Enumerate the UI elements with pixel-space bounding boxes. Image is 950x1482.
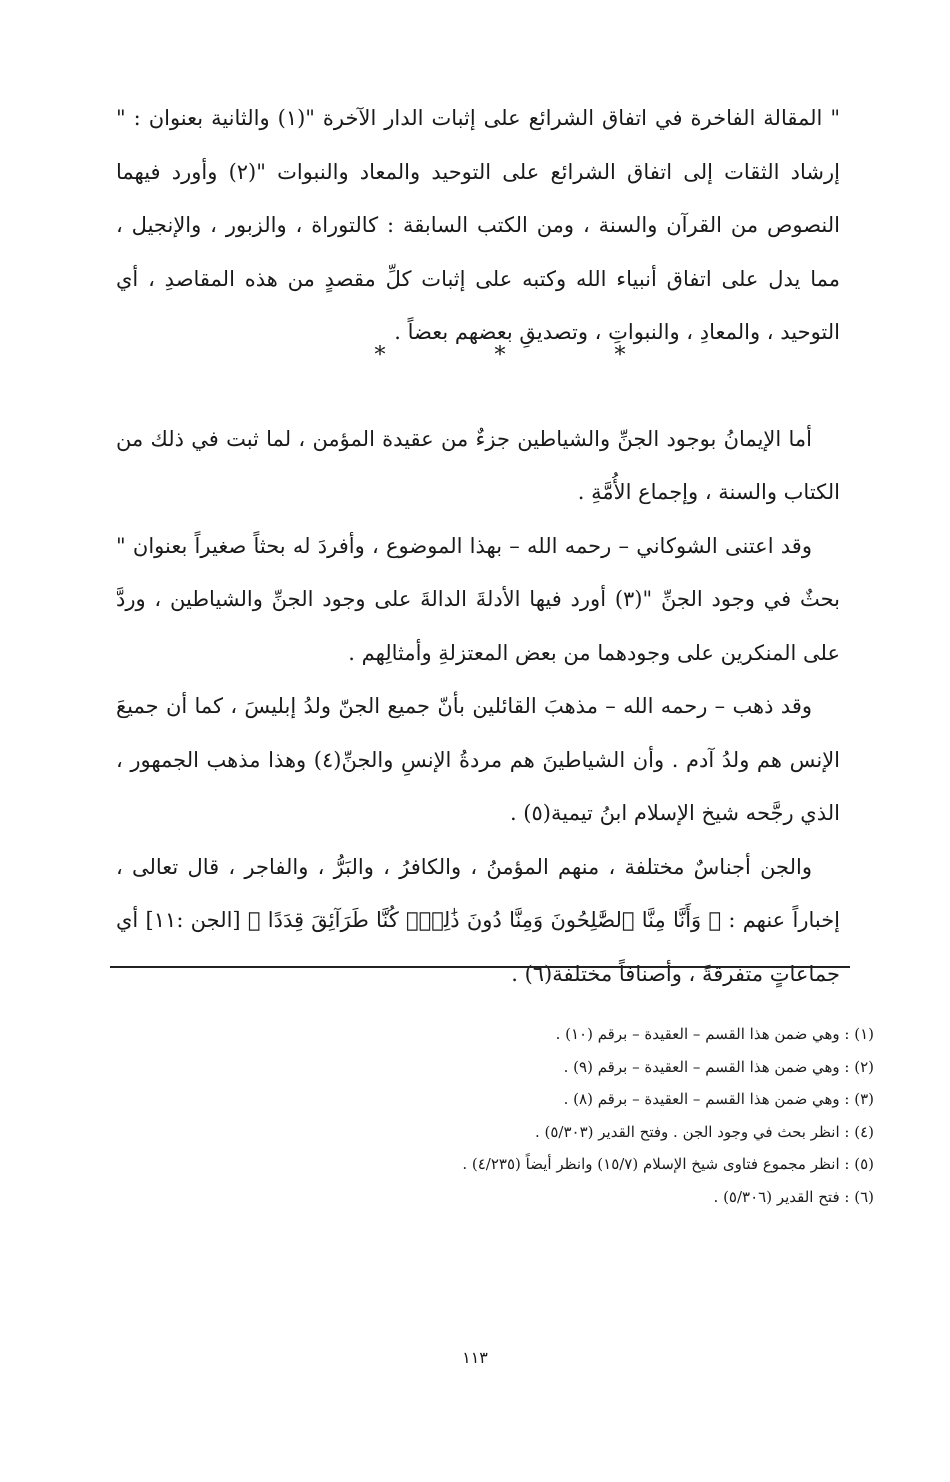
footnote: (٤) : انظر بحث في وجود الجن . وفتح القدير (٥/٣٠٣) . bbox=[534, 1122, 874, 1141]
paragraph: والجن أجناسٌ مختلفة ، منهم المؤمنُ ، والكافرُ ، والبَرُّ ، والفاجر ، قال تعالى ، إخباراً عنهم : ﴿ وَأَنَّا مِنَّا ٱلصَّٰلِحُونَ وَمِنَّا دُونَ ذَٰلِكَۖ كُنَّا طَرَآئِقَ قِدَدًا ﴾ [الجن :١١] أي جماعاتٍ متفرقةً ، وأصنافاً مختلفة(٦) . bbox=[116, 854, 841, 986]
footnote: (٢) : وهي ضمن هذا القسم – العقيدة – برقم (٩) . bbox=[563, 1057, 874, 1076]
page-number: ١١٣ bbox=[462, 1348, 488, 1367]
spacer bbox=[116, 360, 840, 413]
paragraph: أما الإيمانُ بوجود الجنِّ والشياطين جزءٌ من عقيدة المؤمن ، لما ثبت في ذلك من الكتاب والسنة ، وإجماع الأُمَّةِ . bbox=[116, 426, 840, 504]
paragraph: " المقالة الفاخرة في اتفاق الشرائع على إثبات الدار الآخرة "(١) والثانية بعنوان : " إرشاد الثقات إلى اتفاق الشرائع على التوحيد والمعاد والنبوات "(٢) وأورد فيهما النصوص من القرآن والسنة ، ومن الكتب السابقة : كالتوراة ، والزبور ، والإنجيل ، مما يدل على اتفاق أنبياء الله وكتبه على إثبات كلِّ مقصدٍ من هذه المقاصدِ ، أي التوحيد ، والمعادِ ، والنبواتِ ، وتصديقِ بعضهم بعضاً . bbox=[116, 106, 840, 344]
asterisk: * bbox=[614, 343, 626, 368]
footnote: (٣) : وهي ضمن هذا القسم – العقيدة – برقم (٨) . bbox=[563, 1090, 874, 1108]
footnotes bbox=[314, 1018, 874, 1213]
footnote: (٥) : انظر مجموع فتاوى شيخ الإسلام (١٥/٧) وانظر أيضاً (٤/٢٣٥) . bbox=[462, 1155, 874, 1173]
asterisk: * bbox=[494, 343, 506, 368]
paragraph: وقد ذهب – رحمه الله – مذهبَ القائلين بأنّ جميع الجنّ ولدُ إبليسَ ، كما أن جميعَ الإنس هم ولدُ آدم . وأن الشياطينَ هم مردةُ الإنسِ والجنِّ(٤) وهذا مذهب الجمهور ، الذي رجَّحه شيخ الإسلام ابنُ تيمية(٥) . bbox=[116, 694, 840, 825]
asterisk: * bbox=[374, 343, 386, 368]
footnote-divider bbox=[110, 966, 850, 968]
footnote: (١) : وهي ضمن هذا القسم – العقيدة – برقم (١٠) . bbox=[555, 1025, 874, 1043]
paragraph: وقد اعتنى الشوكاني – رحمه الله – بهذا الموضوع ، وأفردَ له بحثاً صغيراً بعنوان " بحثٌ في وجود الجنِّ "(٣) أورد فيها الأدلةَ الدالةَ على وجود الجنِّ والشياطين ، وردَّ على المنكرين على وجودهما من بعض المعتزلةِ وأمثالِهم . bbox=[116, 533, 840, 665]
footnote: (٦) : فتح القدير (٥/٣٠٦) . bbox=[713, 1187, 874, 1206]
section-separator bbox=[370, 345, 630, 367]
main-text bbox=[116, 92, 840, 1001]
